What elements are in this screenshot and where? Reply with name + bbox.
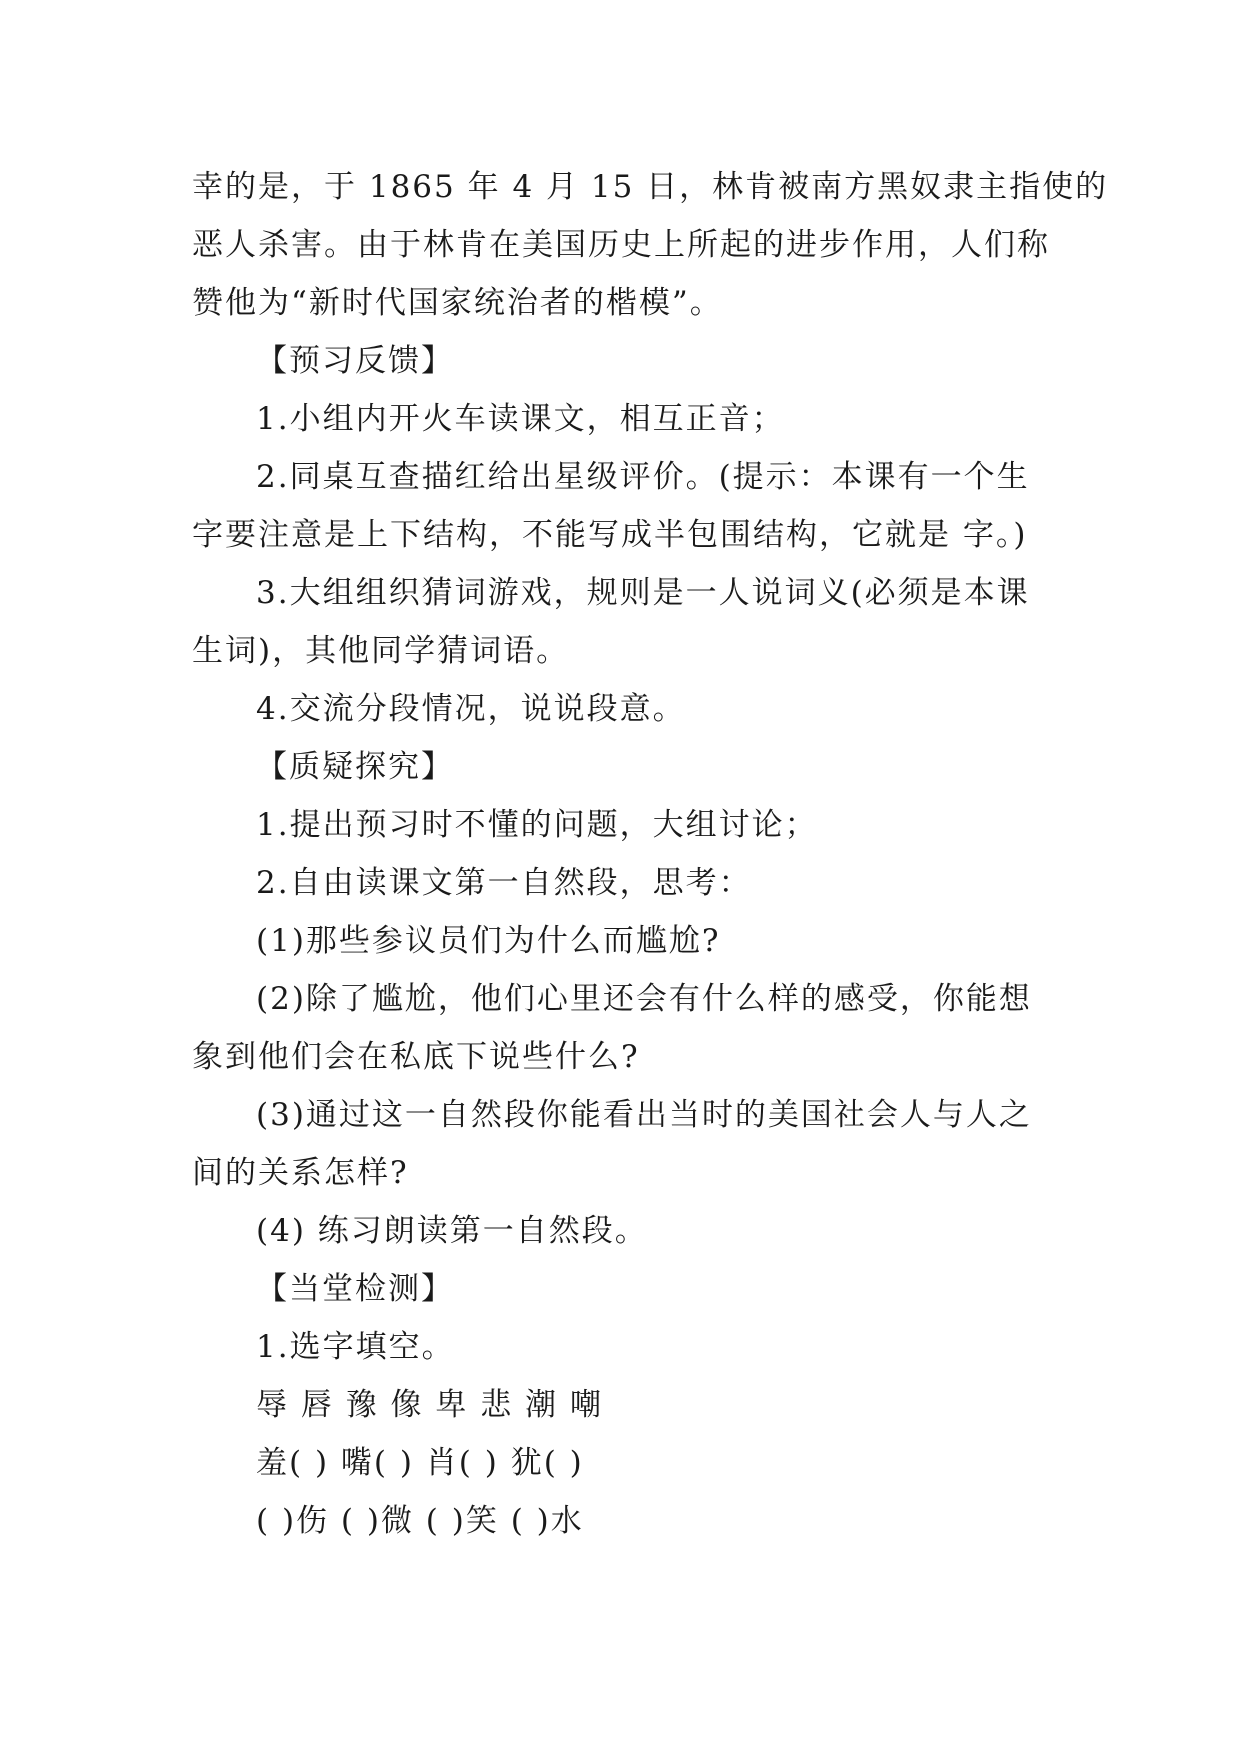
text-line: 1.提出预习时不懂的问题，大组讨论； <box>256 807 818 843</box>
text-line: 幸的是，于 1865 年 4 月 15 日，林肯被南方黑奴隶主指使的 <box>192 169 1109 205</box>
text-line: 4.交流分段情况，说说段意。 <box>256 691 686 727</box>
text-line: 1.选字填空。 <box>256 1329 455 1365</box>
text-line: 辱 唇 豫 像 卑 悲 潮 嘲 <box>256 1387 603 1423</box>
text-line: ( )伤 ( )微 ( )笑 ( )水 <box>256 1503 584 1539</box>
text-line: 生词)，其他同学猜词语。 <box>192 633 570 669</box>
text-line: 【当堂检测】 <box>256 1271 454 1307</box>
text-line: 象到他们会在私底下说些什么? <box>192 1039 640 1075</box>
text-line: (3)通过这一自然段你能看出当时的美国社会人与人之 <box>256 1097 1032 1133</box>
text-line: (1)那些参议员们为什么而尴尬? <box>256 923 721 959</box>
text-line: 2.同桌互查描红给出星级评价。(提示：本课有一个生 <box>256 459 1030 495</box>
text-line: 3.大组组织猜词游戏，规则是一人说词义(必须是本课 <box>256 575 1030 611</box>
text-line: 赞他为“新时代国家统治者的楷模”。 <box>192 285 723 321</box>
text-line: 间的关系怎样? <box>192 1155 409 1191</box>
document-body <box>192 158 1109 1550</box>
text-line: (4) 练习朗读第一自然段。 <box>256 1213 648 1249</box>
text-line: 【质疑探究】 <box>256 749 454 785</box>
text-line: 2.自由读课文第一自然段，思考： <box>256 865 752 901</box>
text-line: 1.小组内开火车读课文，相互正音； <box>256 401 785 437</box>
text-line: 【预习反馈】 <box>256 343 454 379</box>
text-line: 恶人杀害。由于林肯在美国历史上所起的进步作用，人们称 <box>192 227 1050 263</box>
text-line: 字要注意是上下结构，不能写成半包围结构，它就是 字。) <box>192 517 1028 553</box>
text-line: (2)除了尴尬，他们心里还会有什么样的感受，你能想 <box>256 981 1032 1017</box>
text-line: 羞( ) 嘴( ) 肖( ) 犹( ) <box>256 1445 584 1481</box>
